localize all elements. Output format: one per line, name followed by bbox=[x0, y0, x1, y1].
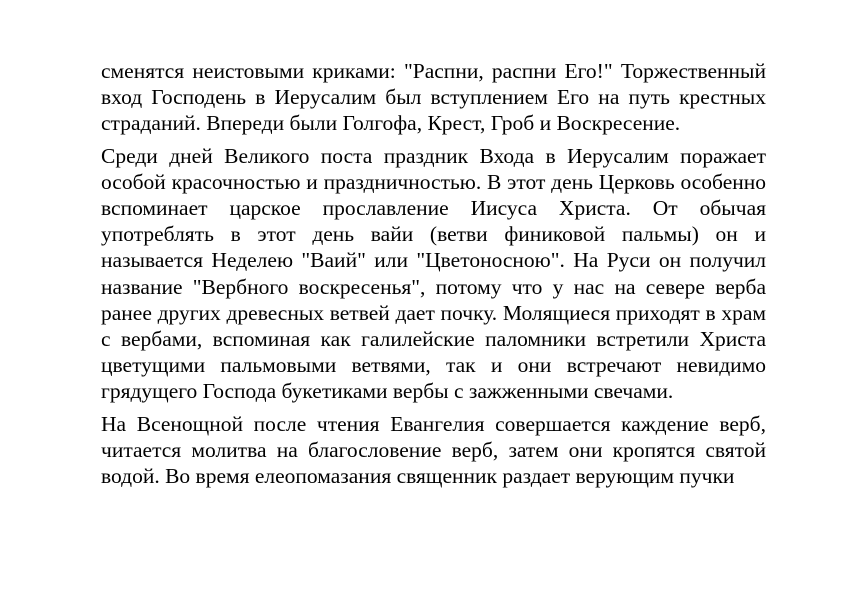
paragraph-1: сменятся неистовыми криками: "Распни, распни Его!" Торжественный вход Господень в Иерусалим был вступлением Его на путь крестных страданий. Впереди были Голгофа, Крест, Гроб и Воскресение. bbox=[101, 59, 766, 136]
document-body bbox=[101, 58, 766, 495]
paragraph-3: На Всенощной после чтения Евангелия совершается каждение верб, читается молитва на благословение верб, затем они кропятся святой водой. Во время елеопомазания священник раздает верующим пучки bbox=[101, 411, 766, 489]
paragraph-2: Среди дней Великого поста праздник Входа в Иерусалим поражает особой красочностью и праздничностью. В этот день Церковь особенно вспоминает царское прославление Иисуса Христа. От обычая употреблять в этот день вайи (ветви финиковой пальмы) он и называется Неделею "Ваий" или "Цветоносною". На Руси он получил название "Вербного воскресенья", потому что у нас на севере верба ранее других древесных ветвей дает почку. Молящиеся приходят в храм с вербами, вспоминая как галилейские паломники встретили Христа цветущими пальмовыми ветвями, так и они встречают невидимо грядущего Господа букетиками вербы с зажженными свечами. bbox=[101, 143, 766, 404]
